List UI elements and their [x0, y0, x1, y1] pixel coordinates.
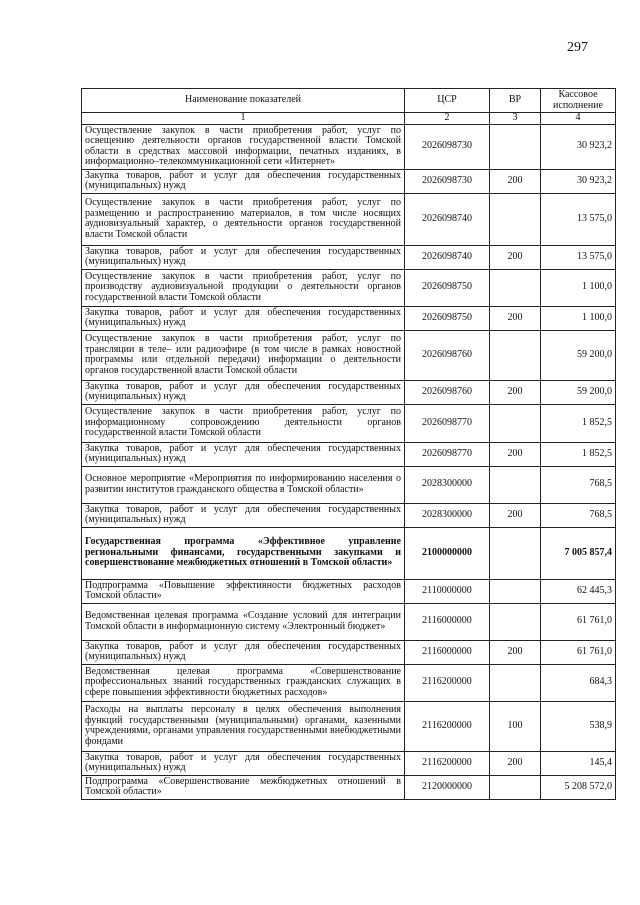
header-sum: Кассовое исполнение: [541, 89, 616, 113]
row-vr: [490, 269, 541, 306]
table-row: [82, 330, 616, 380]
row-vr: 200: [490, 245, 541, 269]
column-number: 4: [541, 113, 616, 125]
row-csr: 2026098760: [405, 330, 490, 380]
table-row: [82, 701, 616, 751]
row-csr: 2026098750: [405, 269, 490, 306]
row-name: Закупка товаров, работ и услуг для обеспечения государственных (муниципальных) нужд: [82, 751, 405, 775]
row-sum: 768,5: [541, 466, 616, 503]
row-name: Подпрограмма «Повышение эффективности бюджетных расходов Томской области»: [82, 579, 405, 603]
header-csr: ЦСР: [405, 89, 490, 113]
row-sum: 7 005 857,4: [541, 527, 616, 579]
row-name: Государственная программа «Эффективное управление региональными финансами, государственными закупками и совершенствование межбюджетных отношений в Томской области»: [82, 527, 405, 579]
column-number: 3: [490, 113, 541, 125]
header-vr: ВР: [490, 89, 541, 113]
row-name: Закупка товаров, работ и услуг для обеспечения государственных (муниципальных) нужд: [82, 245, 405, 269]
row-sum: 13 575,0: [541, 245, 616, 269]
row-name: Закупка товаров, работ и услуг для обеспечения государственных (муниципальных) нужд: [82, 306, 405, 330]
table-row: [82, 775, 616, 799]
row-csr: 2026098730: [405, 169, 490, 193]
row-vr: 200: [490, 306, 541, 330]
row-name: Закупка товаров, работ и услуг для обеспечения государственных (муниципальных) нужд: [82, 640, 405, 664]
row-csr: 2026098740: [405, 193, 490, 245]
row-name: Подпрограмма «Совершенствование межбюджетных отношений в Томской области»: [82, 775, 405, 799]
row-name: Ведомственная целевая программа «Совершенствование профессиональных знаний государственных гражданских служащих в сфере повышения эффективности бюджетных расходов»: [82, 664, 405, 701]
table-row: [82, 579, 616, 603]
row-sum: 1 100,0: [541, 306, 616, 330]
table-row: [82, 466, 616, 503]
row-csr: 2026098740: [405, 245, 490, 269]
row-csr: 2116200000: [405, 751, 490, 775]
row-vr: [490, 404, 541, 442]
page-number: 297: [567, 40, 588, 55]
row-sum: 59 200,0: [541, 330, 616, 380]
row-sum: 59 200,0: [541, 380, 616, 404]
row-name: Осуществление закупок в части приобретения работ, услуг по производству аудиовизуальной продукции о деятельности органов государственной власти Томской области: [82, 269, 405, 306]
row-sum: 13 575,0: [541, 193, 616, 245]
row-name: Закупка товаров, работ и услуг для обеспечения государственных (муниципальных) нужд: [82, 169, 405, 193]
row-name: Осуществление закупок в части приобретения работ, услуг по информационному сопровождению деятельности органов государственной власти Томской области: [82, 404, 405, 442]
table-row: [82, 751, 616, 775]
table-row: [82, 380, 616, 404]
table-row: [82, 603, 616, 640]
table-row: [82, 640, 616, 664]
table-body: [82, 124, 616, 799]
row-sum: 1 852,5: [541, 404, 616, 442]
row-vr: 200: [490, 503, 541, 527]
row-vr: 200: [490, 169, 541, 193]
row-csr: 2028300000: [405, 466, 490, 503]
row-csr: 2028300000: [405, 503, 490, 527]
row-csr: 2026098770: [405, 404, 490, 442]
row-vr: 100: [490, 701, 541, 751]
table-row: [82, 503, 616, 527]
column-number: 2: [405, 113, 490, 125]
table-row: [82, 527, 616, 579]
table-row: [82, 306, 616, 330]
row-sum: 61 761,0: [541, 640, 616, 664]
row-sum: 30 923,2: [541, 124, 616, 169]
row-vr: [490, 527, 541, 579]
row-csr: 2116200000: [405, 664, 490, 701]
row-vr: [490, 124, 541, 169]
row-sum: 1 100,0: [541, 269, 616, 306]
row-name: Осуществление закупок в части приобретения работ, услуг по размещению и распространению материалов, в том числе носящих аудиовизуальный характер, о деятельности органов государственной власти Томской области: [82, 193, 405, 245]
table-row: [82, 193, 616, 245]
row-vr: [490, 330, 541, 380]
row-csr: 2110000000: [405, 579, 490, 603]
row-sum: 1 852,5: [541, 442, 616, 466]
row-vr: 200: [490, 442, 541, 466]
row-csr: 2116000000: [405, 603, 490, 640]
row-vr: [490, 775, 541, 799]
row-vr: 200: [490, 640, 541, 664]
table-row: [82, 664, 616, 701]
row-sum: 538,9: [541, 701, 616, 751]
row-sum: 61 761,0: [541, 603, 616, 640]
row-name: Осуществление закупок в части приобретения работ, услуг по освещению деятельности органов государственной власти Томской области в средствах массовой информации, печатных изданиях, в информационно–телекоммуникационной сети «Интернет»: [82, 124, 405, 169]
row-sum: 145,4: [541, 751, 616, 775]
table-row: [82, 124, 616, 169]
row-name: Закупка товаров, работ и услуг для обеспечения государственных (муниципальных) нужд: [82, 442, 405, 466]
row-csr: 2120000000: [405, 775, 490, 799]
row-csr: 2116200000: [405, 701, 490, 751]
table-row: [82, 442, 616, 466]
row-sum: 62 445,3: [541, 579, 616, 603]
row-vr: [490, 193, 541, 245]
header-name: Наименование показателей: [82, 89, 405, 113]
row-csr: 2026098750: [405, 306, 490, 330]
row-csr: 2026098760: [405, 380, 490, 404]
row-csr: 2026098770: [405, 442, 490, 466]
table-row: [82, 404, 616, 442]
row-name: Осуществление закупок в части приобретения работ, услуг по трансляции в теле– или радиоэфире (в том числе в рамках новостной программы или отдельной передачи) информации о деятельности органов государственной власти Томской области: [82, 330, 405, 380]
row-vr: [490, 664, 541, 701]
table-row: [82, 169, 616, 193]
row-csr: 2116000000: [405, 640, 490, 664]
row-sum: 684,3: [541, 664, 616, 701]
row-name: Ведомственная целевая программа «Создание условий для интеграции Томской области в информационную систему «Электронный бюджет»: [82, 603, 405, 640]
column-number: 1: [82, 113, 405, 125]
row-sum: 30 923,2: [541, 169, 616, 193]
row-vr: 200: [490, 751, 541, 775]
table-row: [82, 245, 616, 269]
row-vr: [490, 579, 541, 603]
budget-execution-table: [81, 88, 616, 800]
row-vr: [490, 466, 541, 503]
row-csr: 2026098730: [405, 124, 490, 169]
row-name: Расходы на выплаты персоналу в целях обеспечения выполнения функций государственными (муниципальными) органами, казенными учреждениями, органами управления государственными внебюджетными фондами: [82, 701, 405, 751]
row-csr: 2100000000: [405, 527, 490, 579]
row-name: Закупка товаров, работ и услуг для обеспечения государственных (муниципальных) нужд: [82, 380, 405, 404]
row-sum: 768,5: [541, 503, 616, 527]
row-name: Закупка товаров, работ и услуг для обеспечения государственных (муниципальных) нужд: [82, 503, 405, 527]
table-row: [82, 269, 616, 306]
row-name: Основное мероприятие «Мероприятия по информированию населения о развитии институтов гражданского общества в Томской области»: [82, 466, 405, 503]
row-vr: [490, 603, 541, 640]
row-sum: 5 208 572,0: [541, 775, 616, 799]
row-vr: 200: [490, 380, 541, 404]
